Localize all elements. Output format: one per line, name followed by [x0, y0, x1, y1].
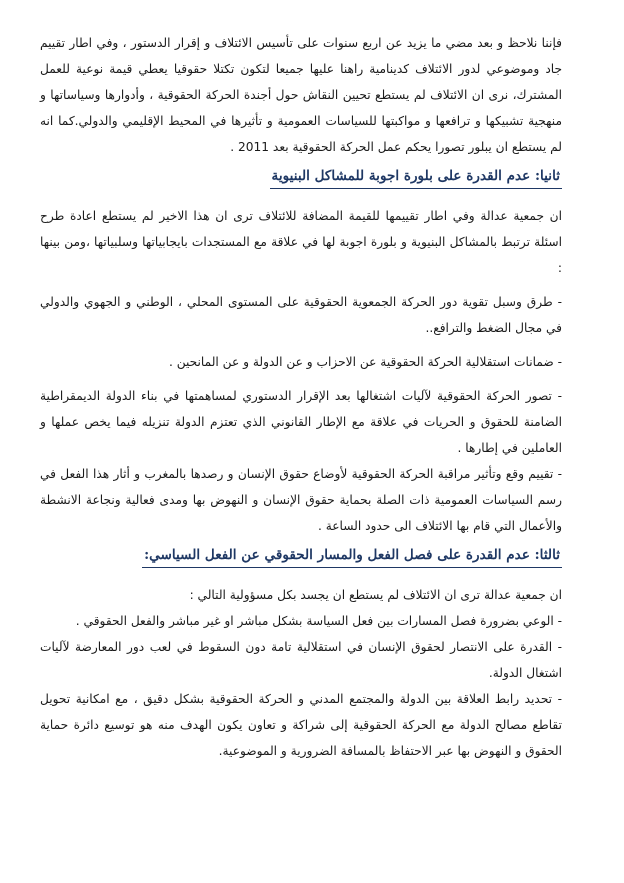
- section-2-heading-wrap: [40, 160, 562, 203]
- section-2-item-3: - تصور الحركة الحقوقية لآليات اشتغالها بعد الإقرار الدستوري لمساهمتها في بناء الدولة الديمقراطية الضامنة للحقوق و الحريات في علاقة مع الإطار القانوني الذي تعتزم الدولة تنزيله فيما يخص عملها و العاملين في إطارها .: [40, 389, 562, 455]
- section-3-item-3: - تحديد رابط العلاقة بين الدولة والمجتمع المدني و الحركة الحقوقية بشكل دقيق ، مع امكانية تحويل تقاطع مصالح الدولة مع الحركة الحقوقية إلى شراكة و تعاون يكون الهدف منه هو توسيع دائرة حماية الحقوق و النهوض بها عبر الاحتفاظ بالمسافة الضرورية و الموضوعية.: [40, 692, 562, 758]
- section-2-item-4: - تقييم وقع وتأثير مراقبة الحركة الحقوقية لأوضاع حقوق الإنسان و رصدها بالمغرب و أثار هذا الفعل في رسم السياسات العمومية ذات الصلة بحماية حقوق الإنسان و النهوض بها ومدى فعالية ونجاعة الانشطة والأعمال التي قام بها الائتلاف الى حدود الساعة .: [40, 467, 562, 533]
- section-2-item-2: - ضمانات استقلالية الحركة الحقوقية عن الاحزاب و عن الدولة و عن المانحين .: [168, 355, 562, 369]
- section-2-heading: ثانيا: عدم القدرة على بلورة اجوبة للمشاكل البنيوية: [270, 168, 562, 189]
- section-2-item-1: - طرق وسبل تقوية دور الحركة الجمعوية الحقوقية على المستوى المحلي ، الوطني و الجهوي والدولي في مجال الضغط والترافع..: [40, 295, 562, 335]
- section-3-heading-wrap: [40, 539, 562, 582]
- section-3-item-2: - القدرة على الانتصار لحقوق الإنسان في استقلالية تامة دون السقوط في لعب دور المعارضة لآليات اشتغال الدولة.: [40, 640, 562, 680]
- section-3-intro: ان جمعية عدالة ترى ان الائتلاف لم يستطع ان يجسد بكل مسؤولية التالي :: [189, 588, 562, 602]
- section-2-intro: ان جمعية عدالة وفي اطار تقييمها للقيمة المضافة للائتلاف ترى ان هذا الاخير لم يستطع اعادة طرح اسئلة ترتبط بالمشاكل البنيوية و بلورة اجوبة لها في علاقة مع المستجدات بايجابياتها وسلبياتها ،ومن بينها :: [40, 209, 562, 275]
- intro-paragraph: فإننا نلاحظ و بعد مضي ما يزيد عن اربع سنوات على تأسيس الائتلاف و إقرار الدستور ، وفي اطار تقييم جاد وموضوعي لدور الائتلاف كدينامية راهنا عليها جميعا لتكون تكتلا حقوقيا يعطي قيمة نوعية للعمل المشترك، نرى ان الائتلاف لم يستطع تحيين النقاش حول أجندة الحركة الحقوقية ، وأدوارها وسياساتها و منهجية تشبيكها و ترافعها و مواكبتها للسياسات العمومية و تأثيرها في المحيط الإقليمي والدولي.كما انه لم يستطع ان يبلور تصورا يحكم عمل الحركة الحقوقية بعد 2011 .: [40, 36, 562, 154]
- section-3-heading: ثالثا: عدم القدرة على فصل الفعل والمسار الحقوقي عن الفعل السياسي:: [142, 547, 562, 568]
- section-3-item-1: - الوعي بضرورة فصل المسارات بين فعل السياسة بشكل مباشر او غير مباشر والفعل الحقوقي .: [75, 614, 562, 628]
